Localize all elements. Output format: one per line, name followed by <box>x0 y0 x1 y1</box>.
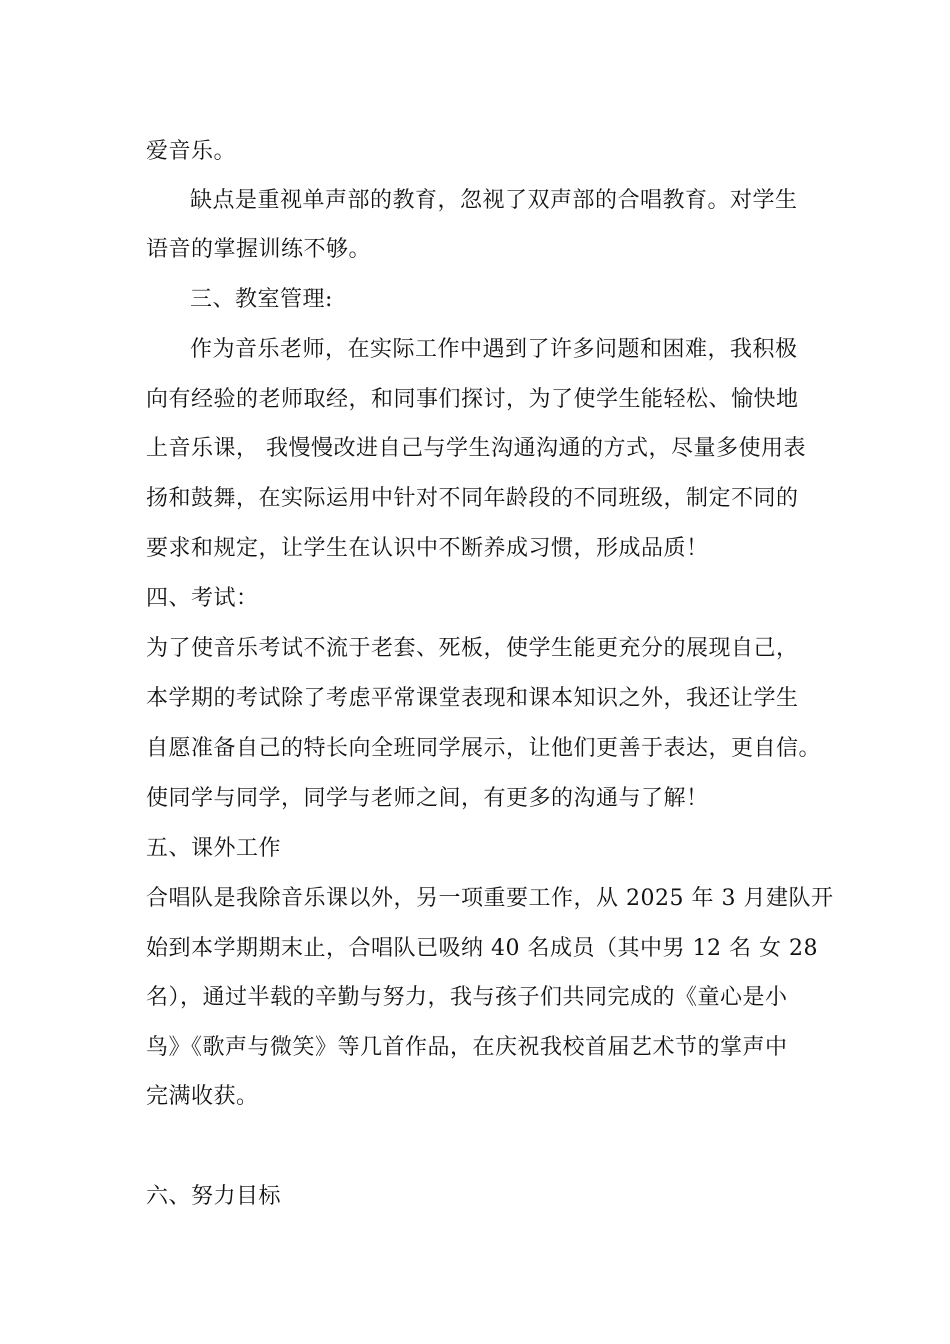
text-line: 鸟》《歌声与微笑》等几首作品，在庆祝我校首届艺术节的掌声中 <box>146 1035 788 1060</box>
text-line: 使同学与同学，同学与老师之间，有更多的沟通与了解！ <box>146 786 709 811</box>
section-heading: 五、课外工作 <box>146 836 282 861</box>
text-line: 名），通过半载的辛勤与努力，我与孩子们共同完成的《童心是小 <box>146 985 788 1010</box>
text-line: 要求和规定，让学生在认识中不断养成习惯，形成品质！ <box>146 536 709 561</box>
section-heading: 三、教室管理: <box>190 287 333 312</box>
text-line: 向有经验的老师取经，和同事们探讨，为了使学生能轻松、愉快地 <box>146 387 799 412</box>
text-line: 合唱队是我除音乐课以外，另一项重要工作，从 2025 年 3 月建队开 <box>146 886 834 911</box>
text-line: 扬和鼓舞，在实际运用中针对不同年龄段的不同班级，制定不同的 <box>146 486 799 511</box>
text-line: 爱音乐。 <box>146 139 237 164</box>
text-line: 上音乐课， 我慢慢改进自己与学生沟通沟通的方式，尽量多使用表 <box>146 436 806 461</box>
text-line: 缺点是重视单声部的教育，忽视了双声部的合唱教育。对学生 <box>190 188 798 213</box>
text-line: 完满收获。 <box>146 1084 259 1109</box>
text-line: 自愿准备自己的特长向全班同学展示，让他们更善于表达，更自信。 <box>146 736 822 761</box>
text-line: 本学期的考试除了考虑平常课堂表现和课本知识之外，我还让学生 <box>146 686 799 711</box>
section-heading: 六、努力目标 <box>146 1184 282 1209</box>
text-line: 始到本学期期末止，合唱队已吸纳 40 名成员（其中男 12 名 女 28 <box>146 936 818 961</box>
text-line: 为了使音乐考试不流于老套、死板，使学生能更充分的展现自己， <box>146 636 799 661</box>
text-line: 语音的掌握训练不够。 <box>146 237 372 262</box>
text-line: 作为音乐老师，在实际工作中遇到了许多问题和困难，我积极 <box>190 337 798 362</box>
section-heading: 四、考试： <box>146 586 259 611</box>
